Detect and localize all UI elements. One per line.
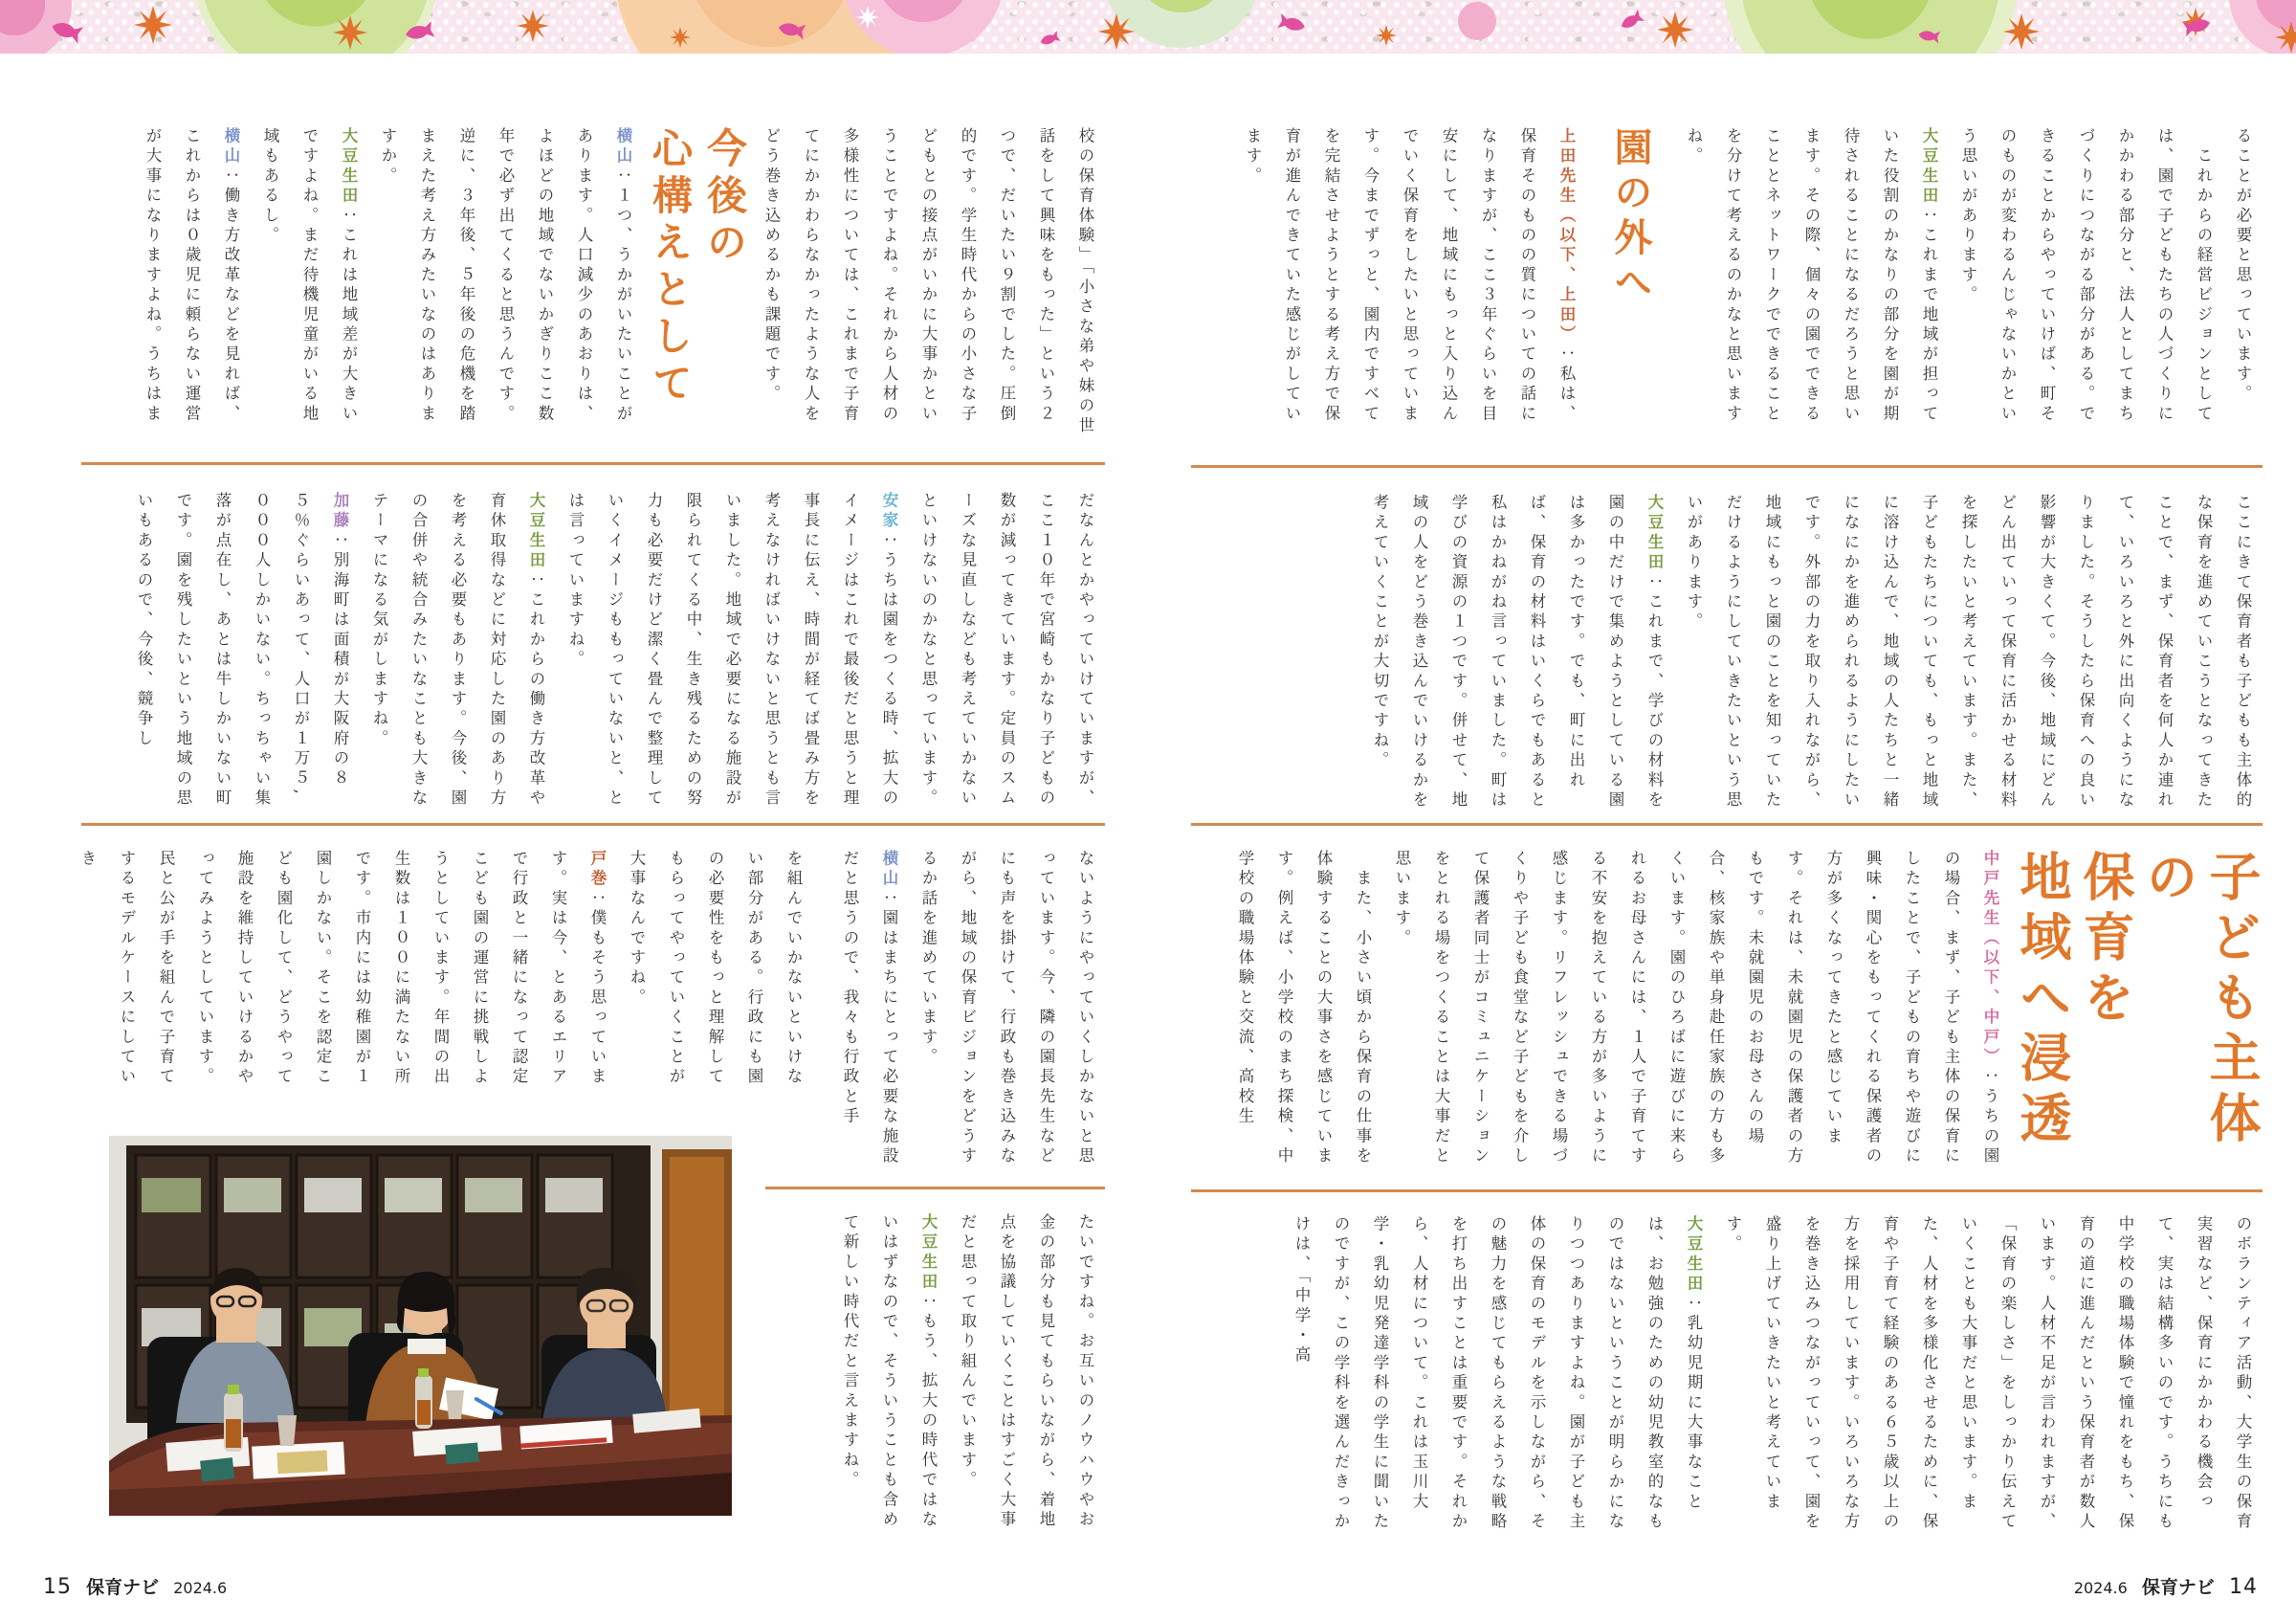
starburst-icon [856, 6, 879, 29]
body-text: ：乳幼児期に大事なことは、お勉強のための幼児教室的なものではないということが明らかになりつつありますよね。園が子ども主体の保育のモデルを示しながら、その魅力を感じてもらえるような戦略を打ち出すことは重要です。それから、人材について。これは玉川大学・乳幼児発達学科の学生に聞いたのですが、この学科を選んだきっかけは、「中学・高 [1292, 1215, 1703, 1533]
starburst-icon [1657, 11, 1693, 48]
speaker-name: 横山 [880, 850, 898, 890]
article-text-band [78, 850, 813, 1102]
fish-icon [1916, 27, 1941, 44]
section-heading: 今後の 心構えとして [647, 127, 748, 409]
body-text: ：これまで地域が担っていた役割のかなりの部分を園が期待されることになるだろうと思います。その際、個々の園でできることとネットワークでできることを分けて考えるのかなと思いますね。 [1685, 127, 1938, 425]
article-text-band [818, 850, 1105, 1185]
speaker-name: 横山 [222, 127, 240, 167]
article-text-band [1191, 127, 2263, 443]
section-divider [81, 462, 1105, 465]
speaker-name: 大豆生田 [340, 127, 358, 207]
issue-date: 2024.6 [173, 1579, 228, 1597]
footer-right [2074, 1573, 2258, 1599]
body-text: ることが必要と思っています。 これからの経営ビジョンとしては、園で子どもたちの人づくりにかかわる部分と、法人としてまちづくりにつながる部分がある。できることからやっていけば、町そのものが変わるんじゃないかという思いがあります。 [1959, 127, 2252, 425]
speaker-name: 戸巻 [588, 850, 607, 890]
body-text: のボランティア活動、大学生の保育実習など、保育にかかわる機会って、実は結構多いのです。うちにも中学校の職場体験で憧れをもち、保育の道に進んだという保育者が数人います。人材不足が言われますが、「保育の楽しさ」をしっかり伝えていくことも大事だと思います。また、人材を多様化させるために、保育や子育て経験のある６５歳以上の方を採用しています。いろいろな方を巻き込みつながっていって、園を盛り上げていきたいと考えています。 [1724, 1215, 2252, 1533]
speaker-name: 大豆生田 [1645, 494, 1664, 573]
section-divider [81, 823, 1105, 826]
body-text: ないようにやっていくしかないと思っています。今、隣の園長先生などにも声を掛けて、行政も巻き込みながら、地域の保育ビジョンをどうするか話を進めています。 [919, 850, 1094, 1167]
fish-icon [1037, 30, 1061, 50]
footer-left [43, 1573, 227, 1599]
body-text: ：うちは園をつくる時、拡大のイメージはこれで最後だと思うと理事長に伝え、時間が経てば畳み方を考えなければいけないと思うとも言いました。地域で必要になる施設が限られてくる中、生き残るための努力も必要だけど潔く畳んで整理していくイメージももっていないと、とは言っていますね。 [566, 492, 898, 810]
fish-icon [1617, 9, 1646, 34]
article-text-band [765, 1213, 1105, 1543]
section-heading: 子ども主体の 保育を 地域へ浸透 [2012, 850, 2262, 1151]
circle-decoration [1458, 2, 1496, 40]
starburst-icon [2003, 13, 2040, 50]
body-text: だなんとかやっていけていますが、ここ１０年で宮崎もかなり子どもの数が減ってきています。定員のスムーズな見直しなども考えていかないといけないのかなと思っています。 [919, 492, 1094, 810]
starburst-icon [670, 27, 691, 48]
section-divider [765, 1187, 1105, 1189]
body-text: を組んでいかないといけない部分がある。行政にも園の必要性をもっと理解してもらってやっていくことが大事なんですね。 [628, 850, 803, 1088]
body-text: ：これからの働き方改革や育休取得などに対応した園のあり方を考える必要もあります。今後、園の合併や統合みたいなことも大きなテーマになる気がしますね。 [370, 492, 545, 810]
starburst-icon [134, 6, 172, 44]
body-text: ：働き方改革などを見れば、これからは０歳児に頼らない運営が大事になりますよね。うちはま [144, 127, 240, 425]
speaker-name: 横山 [614, 127, 632, 167]
section-divider [1191, 465, 2263, 468]
starburst-icon [1376, 25, 1397, 46]
fish-icon [1276, 12, 1308, 36]
section-heading: 園の外へ [1608, 127, 1652, 307]
body-text: たいですね。お互いのノウハウやお金の部分も見てもらいながら、着地点を協議していくことはすごく大事だと思って取り組んでいます。 [959, 1213, 1094, 1531]
section-divider [1191, 823, 2263, 826]
article-text-band [1191, 494, 2263, 816]
body-text: ：別海町は面積が大阪府の８５％ぐらいあって、人口が１万５,０００人しかいない。ちっちゃい集落が点在し、あとは牛しかいない町です。園を残したいという地域の思いもあるので、今後、競争し [135, 492, 349, 810]
speaker-name: 中戸先生（以下、中戸） [1981, 850, 1999, 1068]
speaker-name: 大豆生田 [1920, 127, 1938, 207]
article-text-band [81, 492, 1105, 815]
body-text: ：もう、拡大の時代ではないはずなので、そういうことも含めて新しい時代だと言えますね。 [841, 1213, 938, 1531]
body-text: ：私は、保育そのものの質についての話になりますが、ここ３年ぐらいを目安にして、地域にもっと入り込んでいく保育をしたいと思っています。今までずっと、園内ですべてを完結させようとする考え方で保育が進んできていた感じがしています。 [1244, 127, 1576, 425]
speaker-name: 安家 [880, 492, 898, 532]
magazine-title: 保育ナビ [2141, 1577, 2215, 1598]
speaker-name: 大豆生田 [527, 492, 545, 571]
speaker-name: 上田先生（以下、上田） [1557, 127, 1576, 345]
body-text: ：僕もそう思っています。実は今、とあるエリアで行政と一緒になって認定こども園の運営に挑戦しようとしています。年間の出生数は１００に満たない所です。市内には幼稚園が１園しかない。そこを認定こども園化して、どうやって施設を維持していけるかやってみようとしています。民と公が手を組んで子育てするモデルケースにしていき [78, 850, 607, 1088]
body-text: ：１つ、うかがいたいことがあります。人口減少のあおりは、よほどの地域でないかぎりここ数年で必ず出てくると思うんです。逆に、３年後、５年後の危機を踏まえた考え方みたいなのはありますか。 [379, 127, 632, 425]
section-divider [1191, 1189, 2263, 1192]
circle-decoration [1722, 0, 2019, 54]
starburst-icon [333, 15, 367, 50]
page-number: 14 [2229, 1575, 2258, 1599]
starburst-icon [517, 10, 549, 42]
body-text: ：これまで、学びの材料を園の中だけで集めようとしている園は多かったです。でも、町に出れば、保育の材料はいくらでもあると私はかねがね言っていました。町は学びの資源の１つです。併せて、地域の人をどう巻き込んでいけるかを考えていくことが大切ですね。 [1371, 494, 1664, 811]
roundtable-photo [109, 1136, 732, 1516]
body-text: ：これは地域差が大きいですよね。まだ待機児童がいる地域もあるし。 [261, 127, 358, 425]
issue-date: 2024.6 [2073, 1579, 2128, 1597]
magazine-title: 保育ナビ [86, 1577, 160, 1598]
starburst-icon [1098, 13, 1135, 50]
page-number: 15 [43, 1575, 72, 1599]
speaker-name: 大豆生田 [919, 1213, 938, 1293]
starburst-icon [2275, 21, 2296, 54]
speaker-name: 加藤 [331, 492, 349, 532]
article-text-band [81, 127, 1105, 443]
body-text: ここにきて保育者も子どもも主体的な保育を進めていこうとなってきたことで、まず、保育者を何人か連れて、いろいろと外に出向くようになりました。そうしたら保育への良い影響が大きくて。今後、地域にどんどん出ていって保育に活かせる材料を探したいと考えています。また、子どもたちについても、もっと地域に溶け込んで、地域の人たちと一緒になにかを進められるようにしたいです。外部の力を取り入れながら、地域にもっと園のことを知っていただけるようにしていきたいという思いがあります。 [1685, 494, 2252, 811]
body-text: ：園はまちにとって必要な施設だと思うので、我々も行政と手 [841, 850, 898, 1167]
article-text-band [1191, 1215, 2263, 1545]
decorative-banner [0, 0, 2296, 54]
body-text: ：うちの園の場合、まず、子ども主体の保育にしたことで、子どもの育ちや遊びに興味・関心をもってくれる保護者の方が多くなってきたと感じています。それは、未就園児の保護者の方もです。未就園児のお母さんの場合、核家族や単身赴任家族の方も多くいます。園のひろばに遊びに来られるお母さんには、１人で子育てする不安を抱えている方が多いように感じます。リフレッシュできる場づくりや子ども食堂など子どもを介して保護者同士がコミュニケーションをとれる場をつくることは大事だと思います。 また、小さい頃から保育の仕事を体験することの大事さを感じています。例えば、小学校のまち探検、中学校の職場体験と交流、高校生 [1236, 850, 1999, 1167]
speaker-name: 大豆生田 [1685, 1215, 1703, 1295]
body-text: 校の保育体験」「小さな弟や妹の世話をして興味をもった」という２つで、だいたい９割でした。圧倒的です。学生時代からの小さな子どもとの接点がいかに大事かということですよね。それから人材の多様性については、これまで子育てにかかわらなかったような人をどう巻き込めるかも課題です。 [762, 127, 1094, 436]
article-text-band [1191, 850, 2263, 1185]
